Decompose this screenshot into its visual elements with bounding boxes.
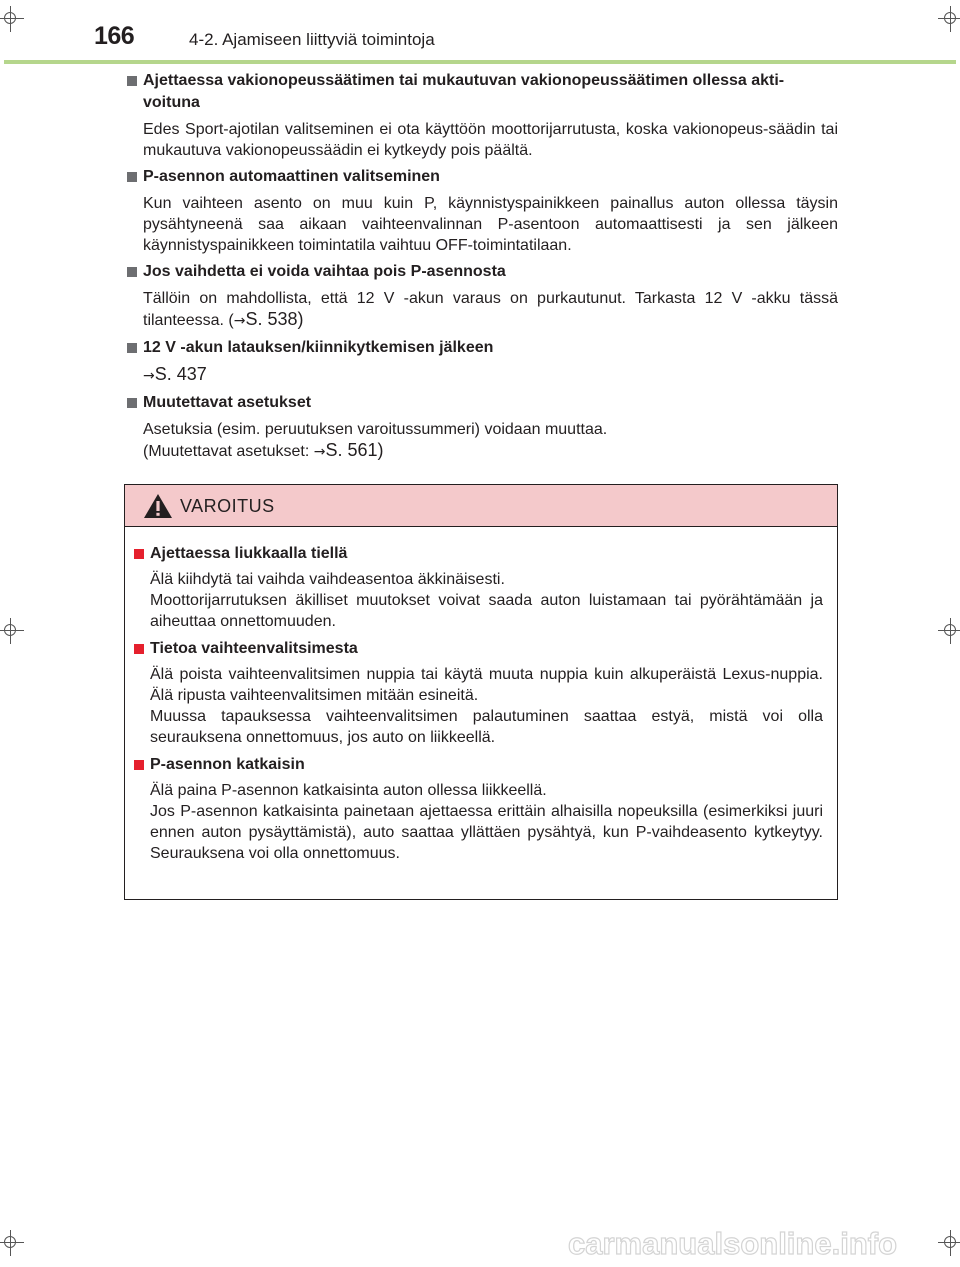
warning-item: [134, 543, 823, 632]
chapter-title: 4-2. Ajamiseen liittyviä toimintoja: [189, 30, 435, 49]
warning-item-title: Ajettaessa liukkaalla tiellä: [150, 545, 348, 562]
square-bullet-icon: [127, 343, 137, 353]
watermark: [566, 1224, 946, 1264]
warning-text: Älä poista vaihteenvalitsimen nuppia tai käytä muuta nuppia kuin alkuperäistä Lexus-nuppia. Älä ripusta vaihteenvalitsimen mitään esineitä.: [150, 666, 823, 704]
warning-text: Jos P-asennon katkaisinta painetaan ajettaessa erittäin alhaisilla nopeuksilla (esimerkiksi juuri ennen auton pysäyttämistä), auto saattaa yllättäen pysähtyä, kun P-vaihdeasento kytkeytyy. Seurauksena voi olla onnettomuus.: [150, 803, 823, 862]
warning-triangle-icon: [143, 493, 173, 519]
page-number: 166: [94, 22, 135, 50]
section-title: Ajettaessa vakionopeussäätimen tai mukautuvan vakionopeussäätimen ollessa akti-voituna: [143, 72, 785, 111]
page-reference-link[interactable]: S. 437: [154, 364, 207, 384]
section-cruise-control: [124, 70, 838, 161]
section-text: Tällöin on mahdollista, että 12 V -akun varaus on purkautunut. Tarkasta 12 V -akku tässä tilanteessa. (→S. 538): [143, 290, 838, 329]
warning-text: Älä paina P-asennon katkaisinta auton ollessa liikkeellä.: [150, 782, 547, 799]
arrow-right-icon: →: [313, 444, 326, 460]
warning-box: [124, 484, 838, 900]
square-bullet-icon: [127, 398, 137, 408]
header-rule: [4, 60, 956, 64]
page-reference-link[interactable]: S. 561: [325, 440, 378, 460]
warning-text: Moottorijarrutuksen äkilliset muutokset voivat saada auton luistamaan tai pyörähtämään ja aiheuttaa onnettomuuden.: [150, 592, 823, 630]
square-bullet-icon: [127, 76, 137, 86]
page-header: [0, 0, 960, 64]
crop-mark-bottom-left: [0, 1230, 24, 1256]
warning-item: [134, 754, 823, 864]
section-text: Kun vaihteen asento on muu kuin P, käynnistyspainikkeen painallus auton ollessa täysin pysähtyneenä saa aikaan vaihteenvalinnan P-asentoon automaattisesti ja sen jälkeen käynnistyspainikkeen toimintatila vaihtuu OFF-toimintatilaan.: [143, 195, 838, 254]
warning-text: Muussa tapauksessa vaihteenvalitsimen palautuminen saattaa estyä, mistä voi olla seurauksena onnettomuus, jos auto on liikkeellä.: [150, 708, 823, 746]
section-title: 12 V -akun latauksen/kiinnikytkemisen jälkeen: [143, 339, 494, 356]
crop-mark-mid-left: [0, 618, 24, 644]
arrow-right-icon: →: [143, 368, 155, 384]
red-square-bullet-icon: [134, 644, 144, 654]
section-title: Jos vaihdetta ei voida vaihtaa pois P-asennosta: [143, 263, 506, 280]
square-bullet-icon: [127, 267, 137, 277]
warning-header: [125, 485, 837, 527]
section-battery: [124, 337, 838, 387]
section-p-stuck: [124, 261, 838, 332]
warning-body: [125, 527, 837, 864]
warning-item-title: Tietoa vaihteenvalitsimesta: [150, 640, 358, 657]
section-settings: [124, 392, 838, 463]
section-p-auto: [124, 166, 838, 256]
red-square-bullet-icon: [134, 549, 144, 559]
crop-mark-mid-right: [938, 618, 960, 644]
watermark-text: carmanualsonline.info: [568, 1226, 898, 1261]
section-text: [143, 364, 838, 387]
section-title: Muutettavat asetukset: [143, 394, 312, 411]
page-reference-link[interactable]: S. 538: [245, 309, 298, 329]
section-text: Asetuksia (esim. peruutuksen varoitussummeri) voidaan muuttaa.: [143, 421, 608, 438]
warning-text: Älä kiihdytä tai vaihda vaihdeasentoa äkkinäisesti.: [150, 571, 505, 588]
warning-item: [134, 638, 823, 748]
square-bullet-icon: [127, 172, 137, 182]
warning-item-title: P-asennon katkaisin: [150, 756, 305, 773]
section-text: (Muutettavat asetukset: →S. 561): [143, 440, 384, 460]
arrow-right-icon: →: [233, 313, 246, 329]
section-title: P-asennon automaattinen valitseminen: [143, 168, 440, 185]
red-square-bullet-icon: [134, 760, 144, 770]
warning-title: VAROITUS: [180, 496, 275, 516]
section-text: Edes Sport-ajotilan valitseminen ei ota käyttöön moottorijarrutusta, koska vakionopeus-säädin tai mukautuva vakionopeussäädin ei kytkeydy pois päältä.: [143, 121, 838, 159]
main-content: [124, 70, 838, 468]
